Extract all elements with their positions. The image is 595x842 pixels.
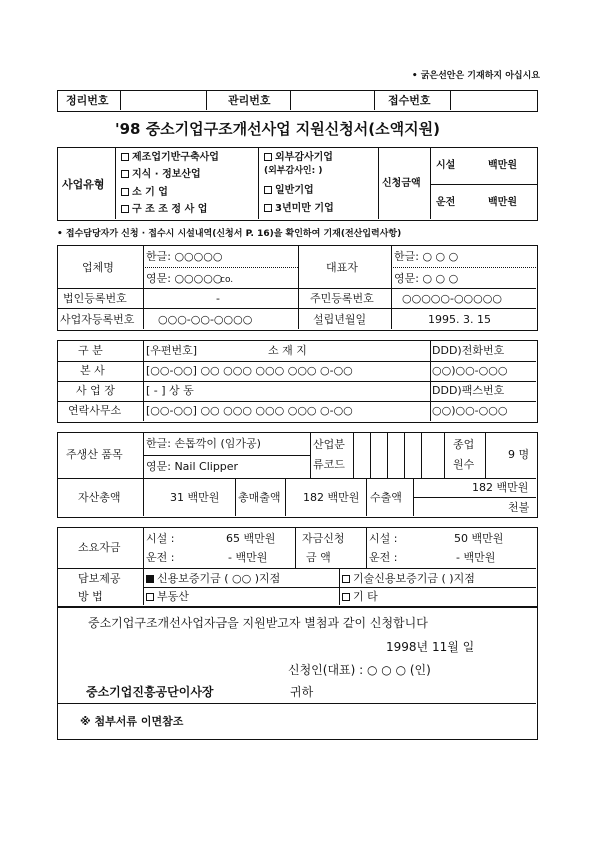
recipient: 중소기업진흥공단이사장 — [86, 685, 214, 699]
collateral-real-estate[interactable]: 부동산 — [146, 591, 189, 602]
top-note: • 굵은선안은 기재하지 아십시요 — [411, 71, 540, 81]
collateral-label-2: 방 법 — [78, 590, 103, 603]
product-label: 주생산 품목 — [66, 448, 123, 461]
apply-amount-label-2: 금 액 — [306, 551, 331, 564]
export-value-usd[interactable]: 천불 — [508, 501, 530, 514]
founded-label: 설립년월일 — [313, 313, 367, 326]
representative-en[interactable]: 영문: ○ ○ ○ — [394, 272, 459, 285]
req-operating-value[interactable]: - 백만원 — [228, 551, 268, 564]
sales-label: 총매출액 — [238, 491, 281, 504]
biz-reg-value[interactable]: ○○○-○○-○○○○ — [158, 313, 253, 326]
option-general[interactable]: 일반기업 — [264, 186, 314, 196]
company-name-en-suffix: co. — [220, 275, 234, 285]
facility-label: 시설 — [436, 160, 456, 171]
statement-date[interactable]: 1998년 11월 일 — [386, 640, 475, 654]
representative-label: 대표자 — [326, 261, 358, 274]
checkbox[interactable] — [146, 593, 154, 601]
admin-no-label: 관리번호 — [228, 94, 271, 107]
option-manufacturing[interactable]: 제조업기반구축사업 — [121, 153, 219, 163]
option-restructuring[interactable]: 구 조 조 정 사 업 — [121, 205, 207, 215]
resident-reg-value[interactable]: ○○○○○-○○○○○ — [402, 292, 502, 305]
checkbox[interactable] — [342, 593, 350, 601]
address-office[interactable]: [○○-○○] ○○ ○○○ ○○○ ○○○ ○-○○ — [146, 404, 353, 417]
employees-label-1: 종업 — [453, 438, 475, 451]
receipt-no-label: 접수번호 — [388, 94, 431, 107]
company-name-kr[interactable]: 한글: ○○○○○ — [146, 250, 223, 263]
collateral-credit-guarantee[interactable]: 신용보증기금 ( ○○ )지점 — [146, 573, 280, 584]
option-small-business[interactable]: 소 기 업 — [121, 188, 168, 198]
row-label-hq: 본 사 — [80, 364, 105, 377]
statement-section — [57, 607, 538, 740]
mgmt-no-label: 정리번호 — [66, 94, 109, 107]
attachment-note: ※ 첨부서류 이면참조 — [80, 715, 184, 728]
checkbox[interactable] — [121, 188, 129, 196]
apply-operating-value[interactable]: - 백만원 — [456, 551, 496, 564]
corp-reg-value[interactable]: - — [216, 292, 220, 305]
sales-value[interactable]: 182 백만원 — [303, 491, 360, 504]
phone-office[interactable]: ○○)○○-○○○ — [432, 404, 508, 417]
company-name-label: 업체명 — [82, 261, 114, 274]
assets-label: 자산총액 — [78, 491, 121, 504]
export-value-million[interactable]: 182 백만원 — [472, 481, 529, 494]
company-name-en[interactable]: 영문: ○○○○○ — [146, 272, 223, 285]
apply-amount-label-1: 자금신청 — [302, 532, 345, 545]
notice-text: • 접수담당자가 신청 · 접수시 시설내역(신청서 P. 16)을 확인하여 기재(전산입력사항) — [57, 229, 402, 239]
apply-operating-label: 운전 : — [369, 551, 398, 564]
employees-value[interactable]: 9 명 — [508, 448, 530, 461]
req-facility-label: 시설 : — [146, 532, 175, 545]
header-number-bar — [57, 90, 538, 112]
checkbox[interactable] — [342, 575, 350, 583]
address-hq[interactable]: [○○-○○] ○○ ○○○ ○○○ ○○○ ○-○○ — [146, 364, 353, 377]
product-en[interactable]: 영문: Nail Clipper — [146, 460, 239, 473]
employees-label-2: 원수 — [453, 458, 475, 471]
statement-body: 중소기업구조개선사업자금을 지원받고자 별첨과 같이 신청합니다 — [88, 616, 428, 630]
fax-label: DDD)팩스번호 — [432, 384, 505, 397]
facility-unit[interactable]: 백만원 — [488, 160, 517, 171]
address-site[interactable]: [ - ] 상 동 — [146, 384, 194, 397]
req-operating-label: 운전 : — [146, 551, 175, 564]
product-section — [57, 432, 538, 518]
resident-reg-label: 주민등록번호 — [310, 292, 374, 305]
checkbox-checked[interactable] — [146, 575, 154, 583]
option-under-3-years[interactable]: 3년미만 기업 — [264, 204, 334, 214]
col-postal: [우편번호] — [146, 344, 198, 357]
row-label-site: 사 업 장 — [76, 384, 115, 397]
company-info-section — [57, 245, 538, 331]
row-label-office: 연락사무소 — [68, 404, 122, 417]
collateral-label-1: 담보제공 — [78, 572, 121, 585]
apply-facility-value[interactable]: 50 백만원 — [454, 532, 504, 545]
founded-value[interactable]: 1995. 3. 15 — [428, 313, 491, 326]
collateral-tech-guarantee[interactable]: 기술신용보증기금 ( )지점 — [342, 573, 475, 584]
product-kr[interactable]: 한글: 손톱깍이 (임가공) — [146, 437, 261, 450]
col-location: 소 재 지 — [268, 344, 307, 357]
collateral-other[interactable]: 기 타 — [342, 591, 378, 602]
apply-facility-label: 시설 : — [369, 532, 398, 545]
option-knowledge-info[interactable]: 지식 · 정보산업 — [121, 170, 201, 180]
checkbox[interactable] — [121, 205, 129, 213]
assets-value[interactable]: 31 백만원 — [170, 491, 220, 504]
applicant-line[interactable]: 신청인(대표) : ○ ○ ○ (인) — [288, 663, 431, 677]
req-facility-value[interactable]: 65 백만원 — [226, 532, 276, 545]
checkbox[interactable] — [121, 170, 129, 178]
industry-code-label-2: 류코드 — [313, 458, 345, 471]
funding-section — [57, 527, 538, 607]
representative-kr[interactable]: 한글: ○ ○ ○ — [394, 250, 459, 263]
phone-hq[interactable]: ○○)○○-○○○ — [432, 364, 508, 377]
export-label: 수출액 — [370, 491, 402, 504]
col-phone: DDD)전화번호 — [432, 344, 505, 357]
checkbox[interactable] — [121, 153, 129, 161]
amount-label: 신청금액 — [382, 178, 421, 189]
address-section — [57, 340, 538, 423]
operating-label: 운전 — [436, 197, 456, 208]
checkbox[interactable] — [264, 186, 272, 194]
option-external-audit[interactable]: 외부감사기업 — [264, 153, 333, 163]
checkbox[interactable] — [264, 204, 272, 212]
business-type-label: 사업유형 — [62, 178, 105, 191]
business-type-section — [57, 147, 538, 221]
recipient-suffix: 귀하 — [290, 685, 314, 699]
checkbox[interactable] — [264, 153, 272, 161]
external-auditor-field[interactable]: (외부감사인: ) — [264, 166, 323, 176]
corp-reg-label: 법인등록번호 — [63, 292, 127, 305]
industry-code-label-1: 산업분 — [313, 438, 345, 451]
form-title: '98 중소기업구조개선사업 지원신청서(소액지원) — [115, 120, 440, 138]
col-gubun: 구 분 — [78, 344, 103, 357]
biz-reg-label: 사업자등록번호 — [60, 313, 135, 326]
required-funds-label: 소요자금 — [78, 541, 121, 554]
operating-unit[interactable]: 백만원 — [488, 197, 517, 208]
